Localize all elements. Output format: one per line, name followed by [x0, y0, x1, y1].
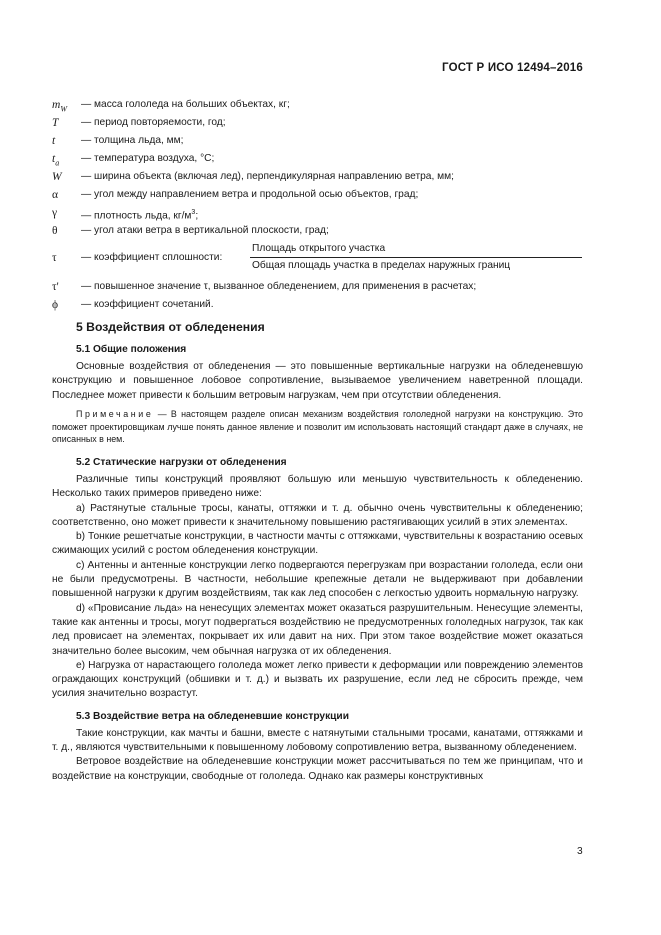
definition-text: — ширина объекта (включая лед), перпендикулярная направлению ветра, мм; [81, 171, 454, 182]
paragraph: Такие конструкции, как мачты и башни, вместе с натянутыми стальными тросами, канатами, оттяжками и т. д., являются чувствительными к повышенному лобовому сопротивлению ветра, вызванному обледенением. [52, 727, 583, 754]
fraction-numerator: Площадь открытого участка [250, 241, 582, 258]
definition-text: — плотность льда, $кг/м^3$; [81, 209, 199, 222]
definition-row [52, 96, 592, 114]
definition-text: — угол между направлением ветра и продольной осью объектов, град; [81, 189, 419, 200]
definition-row [52, 186, 592, 204]
subsection-title: 5.3 Воздействие ветра на обледеневшие конструкции [76, 710, 349, 722]
symbol: τ' [52, 281, 59, 293]
definition-row-fraction [52, 240, 592, 276]
symbol-definitions [52, 96, 592, 314]
symbol: $t_a$ [52, 153, 60, 168]
list-item: b) Тонкие решетчатые конструкции, в частности мачты с оттяжками, чувствительны к возрастанию осевых сжимающих усилий с ростом обледенения конструкции. [52, 531, 583, 557]
standard-header: ГОСТ Р ИСО 12494–2016 [442, 62, 583, 74]
definition-row [52, 222, 592, 240]
fraction-denominator: Общая площадь участка в пределах наружных границ [252, 260, 511, 271]
definition-text: — угол атаки ветра в вертикальной плоскости, град; [81, 225, 329, 236]
definition-text: — повышенное значение τ, вызванное обледенением, для применения в расчетах; [81, 281, 477, 292]
definition-text: — коэффициент сплошности: [81, 252, 223, 263]
paragraph: Различные типы конструкций проявляют большую или меньшую чувствительность к обледенению. Несколько таких примеров приведено ниже: [52, 474, 583, 500]
definition-text: — период повторяемости, год; [81, 117, 226, 128]
symbol: T [52, 117, 59, 129]
list-item: e) Нагрузка от нарастающего гололеда может легко привести к деформации или повреждению элементов ограждающих конструкций (обшивки и т. д.) и вызвать их разрушение, если лед не сбросить прежде, чем усилия значительно возрастут. [52, 659, 583, 700]
note-label: Примечание [76, 408, 154, 419]
subsection-title: 5.1 Общие положения [76, 344, 187, 355]
section-body [52, 320, 583, 784]
list-item: a) Растянутые стальные тросы, канаты, оттяжки и т. д. обычно очень чувствительны к обледенению; соответственно, оно может привести к значительному повышению растягивающих усилий в этих элементах. [52, 502, 583, 528]
list-item: c) Антенны и антенные конструкции легко подвергаются перегрузкам при возрастании гололеда, если они не были предусмотрены. В частности, небольшие крепежные детали не выдерживают при добавлении повышенной нагрузки к другим воздействиям, так как лед способен с легкостью удвоить нормальную нагрузку. [52, 559, 583, 600]
fraction [250, 241, 582, 274]
note-text: — В настоящем разделе описан механизм воздействия гололедной нагрузки на конструкцию. Это поможет проектировщикам лучше понять данное явление и позволит им использовать настоящий стандарт даже в случаях, не описанных в нем. [52, 408, 583, 445]
definition-text: — температура воздуха, °С; [81, 153, 215, 164]
symbol: θ [52, 225, 58, 237]
definition-row [52, 296, 592, 314]
paragraph: Ветровое воздействие на обледеневшие конструкции может рассчитываться по тем же принципам, что и воздействие на конструкции, свободные от гололеда. Однако как размеры конструктивных [52, 756, 583, 782]
section-title: 5 Воздействия от обледенения [76, 320, 265, 334]
symbol: α [52, 189, 59, 201]
symbol: τ [52, 252, 57, 264]
definition-row [52, 278, 592, 296]
definition-text: — масса гололеда на больших объектах, кг; [81, 99, 290, 110]
symbol: $m_W$ [52, 99, 67, 114]
definition-text: — коэффициент сочетаний. [81, 299, 214, 310]
subsection-title: 5.2 Статические нагрузки от обледенения [76, 457, 287, 468]
definition-text: — толщина льда, мм; [81, 135, 184, 146]
definition-row [52, 204, 592, 222]
symbol: t [52, 135, 56, 147]
definition-row [52, 132, 592, 150]
symbol: ϕ [52, 299, 59, 311]
list-item: d) «Провисание льда» на ненесущих элементах может оказаться разрушительным. Ненесущие элементы, такие как антенны и тросы, могут подвергаться воздействию не предусмотренных гололедных нагрузок, так как лед провисает на элементах, покрывает их или давит на них. При этом такое воздействие может оказаться значительно более высоким, чем обычная нагрузка от их обледенения. [52, 602, 583, 657]
page-number: 3 [577, 846, 583, 857]
symbol: W [52, 171, 62, 183]
symbol: γ [52, 207, 58, 219]
note [52, 408, 583, 446]
definition-row [52, 150, 592, 168]
definition-row [52, 114, 592, 132]
paragraph: Основные воздействия от обледенения — это повышенные вертикальные нагрузки на обледеневшую конструкцию и повышенное лобовое сопротивление, вызываемое увеличением наветренной площади. Последнее может привести к большим ветровым нагрузкам, чем при отсутствии обледенения. [52, 361, 583, 401]
definition-row [52, 168, 592, 186]
